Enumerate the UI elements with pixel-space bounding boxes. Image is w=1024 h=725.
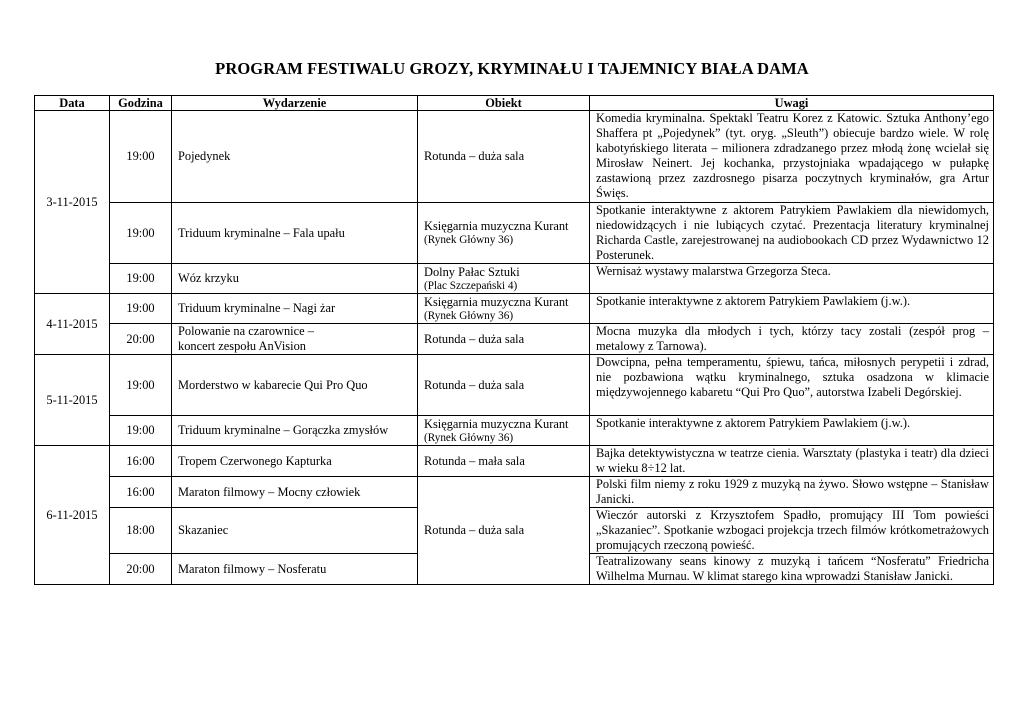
venue-name: Rotunda – duża sala xyxy=(424,523,525,537)
header-date: Data xyxy=(35,96,110,111)
event-cell: Triduum kryminalne – Fala upału xyxy=(172,203,418,264)
venue-name: Rotunda – duża sala xyxy=(424,377,525,392)
venue-name: Rotunda – duża sala xyxy=(424,149,525,163)
table-row xyxy=(35,294,994,324)
venue-address: (Rynek Główny 36) xyxy=(424,309,514,322)
venue-name: Dolny Pałac Sztuki xyxy=(424,264,520,279)
note-cell: Bajka detektywistyczna w teatrze cienia. Warsztaty (plastyka i teatr) dla dzieci w wieku 8÷12 lat. xyxy=(590,446,994,477)
venue-name: Rotunda – duża sala xyxy=(424,331,525,346)
note-cell: Komedia kryminalna. Spektakl Teatru Korez z Katowic. Sztuka Anthony’ego Shaffera pt „Pojedynek” (tyt. oryg. „Sleuth”) obiecuje bardzo wiele. W rolę kabotyńskiego literata – milionera zdradzanego przez młodą żonę wcielał się Mirosław Neinert. Jej kochanka, przystojniaka wpadającego w pułapkę zastawioną przez zazdrosnego pisarza poczytnych kryminałów, gra Artur Święs. xyxy=(590,111,994,203)
date-cell: 3-11-2015 xyxy=(35,111,110,294)
venue-cell xyxy=(418,264,590,294)
table-row xyxy=(35,446,994,477)
venue-name: Księgarnia muzyczna Kurant xyxy=(424,219,569,233)
table-row xyxy=(35,111,994,203)
time-cell: 19:00 xyxy=(110,355,172,416)
date-cell: 4-11-2015 xyxy=(35,294,110,355)
table-row xyxy=(35,477,994,508)
venue-cell xyxy=(418,294,590,324)
event-line-1: Polowanie na czarownice – xyxy=(178,324,314,338)
date-cell: 5-11-2015 xyxy=(35,355,110,446)
event-cell: Skazaniec xyxy=(172,508,418,554)
venue-address: (Plac Szczepański 4) xyxy=(424,279,518,292)
header-venue: Obiekt xyxy=(418,96,590,111)
event-cell xyxy=(172,324,418,355)
venue-cell xyxy=(418,416,590,446)
document-title: PROGRAM FESTIWALU GROZY, KRYMINAŁU I TAJEMNICY BIAŁA DAMA xyxy=(215,59,809,78)
event-cell: Triduum kryminalne – Gorączka zmysłów xyxy=(172,416,418,446)
note-cell: Dowcipna, pełna temperamentu, śpiewu, tańca, miłosnych perypetii i zdrad, nie pozbawiona wątku kryminalnego, sztuka osadzona w klimacie międzywojennego kabaretu “Qui Pro Quo”, autorstwa Izabeli Degórskiej. xyxy=(590,355,994,416)
venue-address: (Rynek Główny 36) xyxy=(424,234,514,246)
event-line-2: koncert zespołu AnVision xyxy=(178,339,306,353)
event-cell: Morderstwo w kabarecie Qui Pro Quo xyxy=(172,355,418,416)
venue-name: Księgarnia muzyczna Kurant xyxy=(424,294,569,309)
venue-cell xyxy=(418,111,590,203)
table-row xyxy=(35,203,994,264)
note-cell: Polski film niemy z roku 1929 z muzyką na żywo. Słowo wstępne – Stanisław Janicki. xyxy=(590,477,994,508)
venue-cell xyxy=(418,477,590,585)
venue-name: Księgarnia muzyczna Kurant xyxy=(424,416,569,431)
program-table xyxy=(34,95,994,585)
time-cell: 16:00 xyxy=(110,446,172,477)
table-row xyxy=(35,324,994,355)
table-row xyxy=(35,264,994,294)
event-cell: Maraton filmowy – Nosferatu xyxy=(172,554,418,585)
event-cell: Triduum kryminalne – Nagi żar xyxy=(172,294,418,324)
header-notes: Uwagi xyxy=(590,96,994,111)
header-event: Wydarzenie xyxy=(172,96,418,111)
time-cell: 19:00 xyxy=(110,264,172,294)
note-cell: Mocna muzyka dla młodych i tych, którzy tacy zostali (zespół prog – metalowy z Tarnowa). xyxy=(590,324,994,355)
time-cell: 18:00 xyxy=(110,508,172,554)
time-cell: 19:00 xyxy=(110,294,172,324)
time-cell: 16:00 xyxy=(110,477,172,508)
note-cell: Spotkanie interaktywne z aktorem Patrykiem Pawlakiem (j.w.). xyxy=(590,294,994,324)
note-cell: Wernisaż wystawy malarstwa Grzegorza Steca. xyxy=(590,264,994,294)
date-cell: 6-11-2015 xyxy=(35,446,110,585)
note-cell: Teatralizowany seans kinowy z muzyką i tańcem “Nosferatu” Friedricha Wilhelma Murnau. W klimat starego kina wprowadzi Stanisław Janicki. xyxy=(590,554,994,585)
time-cell: 19:00 xyxy=(110,416,172,446)
table-row xyxy=(35,355,994,416)
time-cell: 20:00 xyxy=(110,554,172,585)
venue-cell xyxy=(418,203,590,264)
note-cell: Wieczór autorski z Krzysztofem Spadło, promujący III Tom powieści „Skazaniec”. Spotkanie wzbogaci projekcja trzech filmów krótkometrażowych promujących rzeczoną powieść. xyxy=(590,508,994,554)
time-cell: 19:00 xyxy=(110,111,172,203)
table-header-row xyxy=(35,96,994,111)
venue-address: (Rynek Główny 36) xyxy=(424,431,514,444)
time-cell: 20:00 xyxy=(110,324,172,355)
event-cell: Wóz krzyku xyxy=(172,264,418,294)
venue-cell xyxy=(418,355,590,416)
note-cell: Spotkanie interaktywne z aktorem Patrykiem Pawlakiem (j.w.). xyxy=(590,416,994,446)
table-row xyxy=(35,416,994,446)
venue-name: Rotunda – mała sala xyxy=(424,453,525,468)
venue-cell xyxy=(418,324,590,355)
header-time: Godzina xyxy=(110,96,172,111)
note-cell: Spotkanie interaktywne z aktorem Patrykiem Pawlakiem dla niewidomych, niedowidzących i nie lubiących czytać. Prezentacja literatury kryminalnej Richarda Castle, zarejestrowanej na audiobookach CD przez Wydawnictwo 12 Posterunek. xyxy=(590,203,994,264)
event-cell: Maraton filmowy – Mocny człowiek xyxy=(172,477,418,508)
event-cell: Pojedynek xyxy=(172,111,418,203)
venue-cell xyxy=(418,446,590,477)
time-cell: 19:00 xyxy=(110,203,172,264)
event-cell: Tropem Czerwonego Kapturka xyxy=(172,446,418,477)
